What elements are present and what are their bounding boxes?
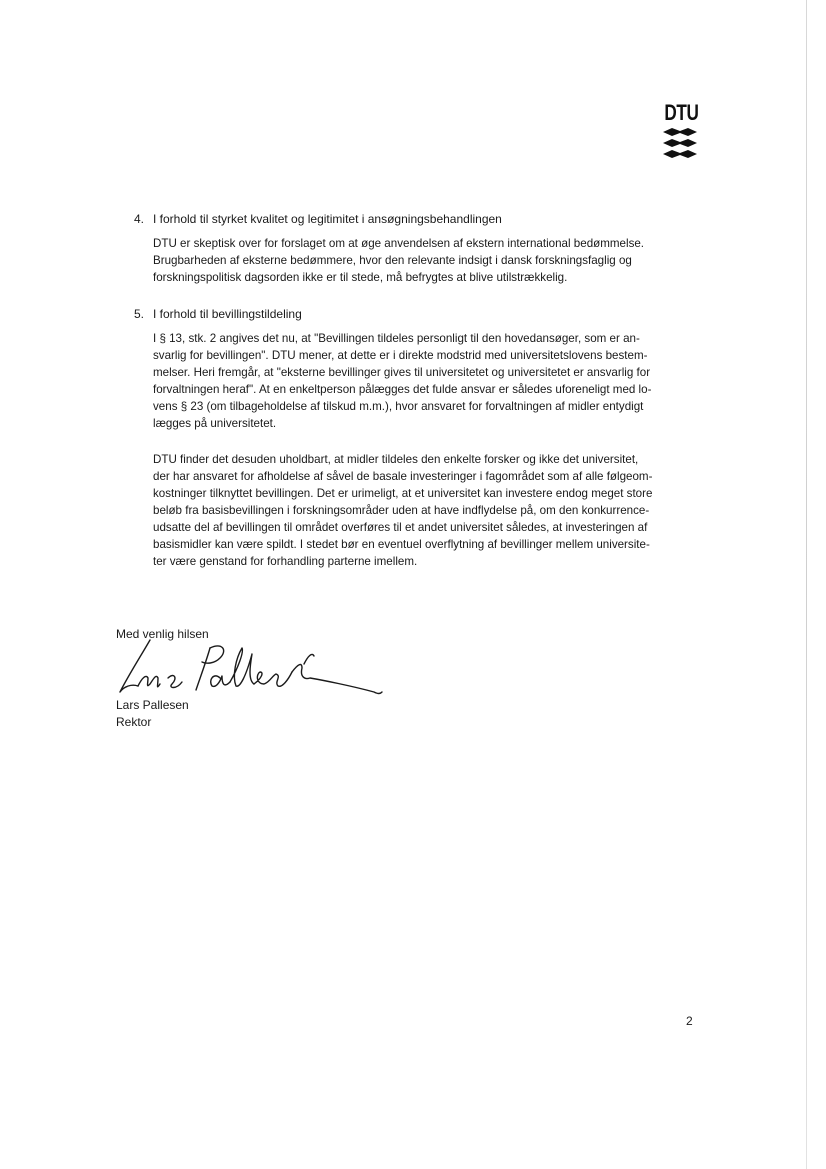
text-line: DTU er skeptisk over for forslaget om at øge anvendelsen af ekstern international bedømmelse. bbox=[153, 237, 645, 250]
signer-role: Rektor bbox=[116, 715, 152, 729]
section-4-paragraph-1 bbox=[153, 235, 703, 286]
text-line: forvaltningen heraf". At en enkeltperson pålægges det fulde ansvar er således uforeneligt med lo- bbox=[153, 383, 652, 396]
section-heading bbox=[134, 211, 714, 227]
text-line: vens § 23 (om tilbageholdelse af tilskud m.m.), hvor ansvaret for forvaltningen af midler entydigt bbox=[153, 400, 644, 413]
section-title: I forhold til bevillingstildeling bbox=[153, 307, 302, 321]
section-heading bbox=[134, 306, 714, 322]
dtu-logo bbox=[660, 100, 700, 164]
text-line: kostninger tilknyttet bevillingen. Det er urimeligt, at et universitet kan investere endog meget store bbox=[153, 487, 653, 500]
text-line: DTU finder det desuden uholdbart, at midler tildeles den enkelte forsker og ikke det universitet, bbox=[153, 453, 639, 466]
text-line: lægges på universitetet. bbox=[153, 417, 277, 430]
text-line: beløb fra basisbevillingen i forskningsområder uden at have indflydelse på, om den konkurrence- bbox=[153, 504, 650, 517]
text-line: der har ansvaret for afholdelse af såvel de basale investeringer i fagområdet som af alle følgeom- bbox=[153, 470, 653, 483]
dtu-logo-mark-icon bbox=[662, 128, 698, 162]
section-number: 4. bbox=[134, 212, 145, 226]
page-number: 2 bbox=[686, 1014, 693, 1028]
text-line: ter være genstand for forhandling parterne imellem. bbox=[153, 555, 418, 568]
text-line: melser. Heri fremgår, at "eksterne bevillinger gives til universitetet og universitetet er ansvarlig for bbox=[153, 366, 651, 379]
text-line: udsatte del af bevillingen til området overføres til et andet universitet således, at investeringen af bbox=[153, 521, 648, 534]
closing-greeting: Med venlig hilsen bbox=[116, 627, 209, 641]
section-5 bbox=[134, 306, 714, 322]
section-title: I forhold til styrket kvalitet og legitimitet i ansøgningsbehandlingen bbox=[153, 212, 502, 226]
text-line: Brugbarheden af eksterne bedømmere, hvor den relevante indsigt i dansk forskningsfaglig og bbox=[153, 254, 632, 267]
text-line: basismidler kan være spildt. I stedet bør en eventuel overflytning af bevillinger mellem universite- bbox=[153, 538, 650, 551]
section-number: 5. bbox=[134, 307, 145, 321]
signer-name: Lars Pallesen bbox=[116, 698, 189, 712]
text-line: svarlig for bevillingen". DTU mener, at dette er i direkte modstrid med universitetslovens bestem- bbox=[153, 349, 648, 362]
section-5-paragraph-1 bbox=[153, 330, 703, 432]
scan-edge-line bbox=[806, 0, 807, 1169]
text-line: I § 13, stk. 2 angives det nu, at "Bevillingen tildeles personligt til den hovedansøger, som er an- bbox=[153, 332, 640, 345]
handwritten-signature bbox=[112, 634, 392, 704]
section-4 bbox=[134, 211, 714, 227]
section-5-paragraph-2 bbox=[153, 451, 703, 570]
text-line: forskningspolitisk dagsorden ikke er til stede, må befrygtes at blive utilstrækkelig. bbox=[153, 271, 568, 284]
logo-text: DTU bbox=[664, 100, 699, 125]
